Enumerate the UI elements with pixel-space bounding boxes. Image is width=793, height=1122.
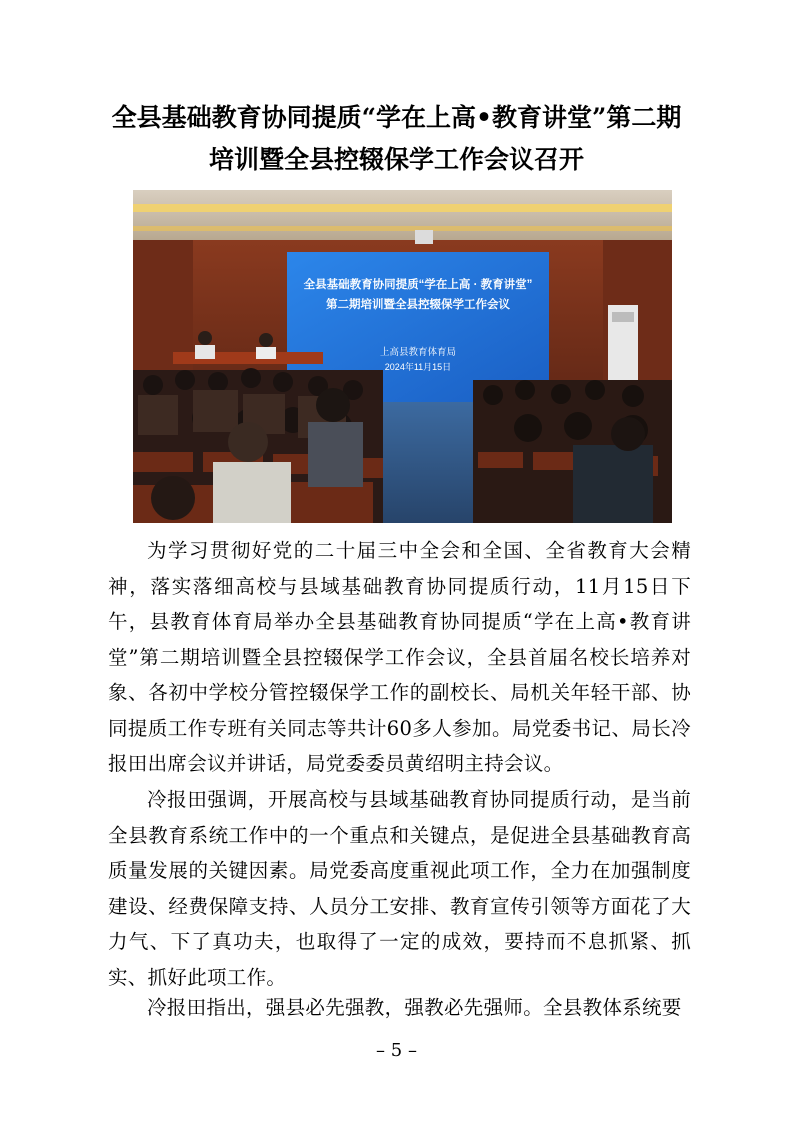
screen-title-line1: 全县基础教育协同提质“学在上高 · 教育讲堂”: [303, 279, 533, 291]
screen-title-line2: 第二期培训暨全县控辍保学工作会议: [326, 299, 510, 311]
article-title-line2: 培训暨全县控辍保学工作会议召开: [208, 145, 584, 174]
article-title-line1: 全县基础教育协同提质“学在上高•教育讲堂”第二期: [111, 103, 682, 132]
paragraph-3: 冷报田指出，强县必先强教，强教必先强师。全县教体系统要: [147, 996, 682, 1019]
meeting-photo: [133, 190, 672, 523]
screen-date: 2024年11月15日: [384, 362, 452, 372]
paragraph-1: 为学习贯彻好党的二十届三中全会和全国、全省教育大会精神，落实落细高校与县域基础教育协同提质行动，11月15日下午，县教育体育局举办全县基础教育协同提质“学在上高•教育讲堂”第二期培训暨全县控辍保学工作会议，全县首届名校长培养对象、各初中学校分管控辍保学工作的副校长、局机关年轻干部、协同提质工作专班有关同志等共计60多人参加。局党委书记、局长冷报田出席会议并讲话，局党委委员黄绍明主持会议。: [108, 539, 691, 775]
screen-org: 上高县教育体育局: [379, 347, 457, 358]
paragraph-2: 冷报田强调，开展高校与县域基础教育协同提质行动，是当前全县教育系统工作中的一个重点和关键点，是促进全县基础教育高质量发展的关键因素。局党委高度重视此项工作，全力在加强制度建设、经费保障支持、人员分工安排、教育宣传引领等方面花了大力气、下了真功夫，也取得了一定的成效，要持而不息抓紧、抓实、抓好此项工作。: [108, 788, 691, 989]
page-number: – 5 –: [376, 1040, 417, 1061]
